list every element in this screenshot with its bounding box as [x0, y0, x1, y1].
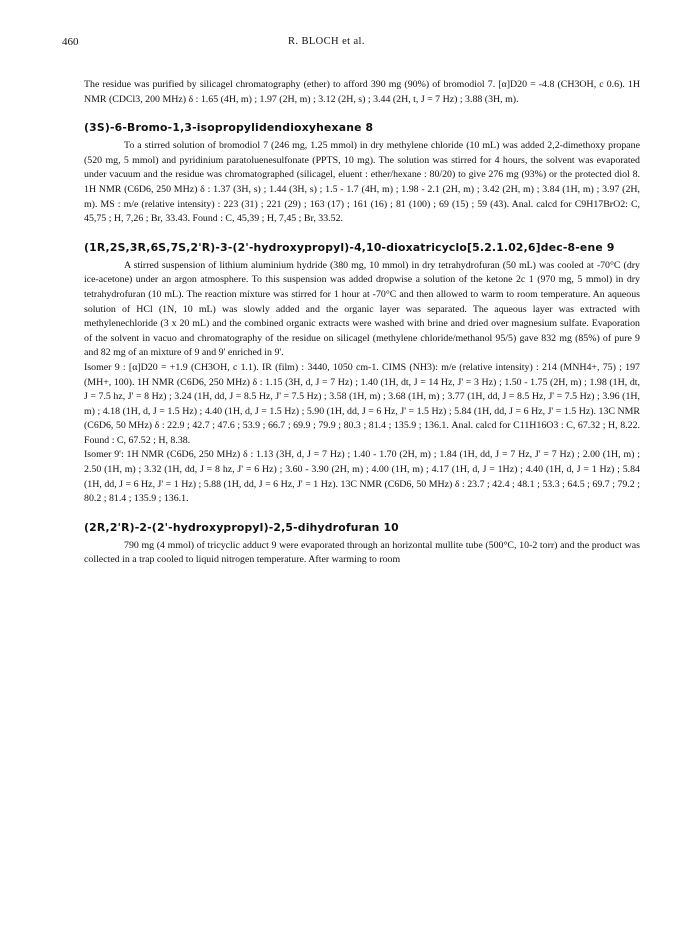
section-heading-compound-8: (3S)-6-Bromo-1,3-isopropylidendioxyhexane 8 — [84, 121, 374, 135]
procedure-paragraph-compound-8: To a stirred solution of bromodiol 7 (246 mg, 1.25 mmol) in dry methylene chloride (10 mL) was added 2,2-dimethoxy propane (520 mg, 5 mmol) and pyridinium paratoluenesulfonate (PPTS, 10 mg). The solution was stirred for 4 hours, the solvent was evaporated under vacuum and the residue was chromatographed (silicagel, eluent : ether/hexane : 80/20) to give 276 mg (93%) or the protected diol 8. 1H NMR (C6D6, 250 MHz) δ : 1.37 (3H, s) ; 1.44 (3H, s) ; 1.5 - 1.7 (4H, m) ; 1.98 - 2.1 (2H, m) ; 3.42 (2H, m) ; 3.84 (1H, m) ; 3.97 (2H, m). MS : m/e (relative intensity) : 223 (31) ; 221 (29) ; 163 (17) ; 161 (16) ; 81 (100) ; 69 (15) ; 59 (43). Anal. calcd for C9H17BrO2: C, 45,75 ; H, 7,26 ; Br, 33.43. Found : C, 45,39 ; H, 7,45 ; Br, 33.52. — [84, 140, 640, 225]
running-head: R. BLOCH et al. — [288, 36, 365, 47]
intro-paragraph: The residue was purified by silicagel chromatography (ether) to afford 390 mg (90%) of bromodiol 7. [α]D20 = -4.8 (CH3OH, c 0.6). 1H NMR (CDCl3, 200 MHz) δ : 1.65 (4H, m) ; 1.97 (2H, m) ; 3.12 (2H, s) ; 3.44 (2H, t, J = 7 Hz) ; 3.88 (3H, m). — [84, 79, 640, 105]
procedure-paragraph-compound-9: A stirred suspension of lithium aluminium hydride (380 mg, 10 mmol) in dry tetrahydrofuran (50 mL) was cooled at -70°C (dry ice-acetone) under an argon atmosphere. To this suspension was added dropwise a solution of the ketone 2c 1 (970 mg, 5 mmol) in dry tetrahydrofuran (10 mL). The reaction mixture was stirred for 1 hour at -70°C and then allowed to warm to room temperature. An aqueous solution of HCl (1N, 10 mL) was slowly added and the organic layer was separated. The aqueous layer was extracted with methylenechloride (3 x 20 mL) and the combined organic extracts were washed with brine and dried over magnesium sulfate. Evaporation of the solvent in vacuo and chromatography of the residue on silicagel (methylene chloride/methanol 95/5) gave 832 mg (85%) of pure 9 and 82 mg of an mixture of 9 and 9' enriched in 9'. — [84, 259, 640, 359]
isomer-9-data: Isomer 9 : [α]D20 = +1.9 (CH3OH, c 1.1). IR (film) : 3440, 1050 cm-1. CIMS (NH3): m/e (relative intensity) : 214 (MNH4+, 75) ; 197 (MH+, 100). 1H NMR (C6D6, 250 MHz) δ : 1.15 (3H, d, J = 7 Hz) ; 1.40 (1H, dt, J = 14 Hz, J' = 3 Hz) ; 1.50 - 1.75 (2H, m) ; 1.98 (1H, dt, J = 7.5 hz, J' = 8 Hz) ; 3.24 (1H, dd, J = 8.5 Hz, J' = 7.5 Hz) ; 3.58 (1H, m) ; 3.68 (1H, m) ; 3.77 (1H, dd, J = 8.5 Hz, J' = 7.5 Hz) ; 3.96 (1H, m) ; 4.18 (1H, d, J = 1.5 Hz) ; 4.40 (1H, d, J = 1.5 Hz) ; 5.90 (1H, dd, J = 6 Hz, J' = 1.5 Hz) ; 5.84 (1H, dd, J = 6 Hz, J' = 1.5 Hz). 13C NMR (C6D6, 50 MHz) δ : 22.9 ; 42.7 ; 47.6 ; 53.9 ; 66.7 ; 69.9 ; 79.9 ; 80.3 ; 81.4 ; 135.9 ; 136.1. Anal. calcd for C11H16O3 : C, 67.32 ; H, 8.22. Found : C, 67.52 ; H, 8.38. — [84, 361, 640, 446]
section-heading-compound-9: (1R,2S,3R,6S,7S,2'R)-3-(2'-hydroxypropyl)-4,10-dioxatricyclo[5.2.1.02,6]dec-8-ene 9 — [84, 240, 615, 254]
section-heading-compound-10: (2R,2'R)-2-(2'-hydroxypropyl)-2,5-dihydrofuran 10 — [84, 520, 399, 534]
page-number: 460 — [62, 36, 79, 48]
procedure-paragraph-compound-10: 790 mg (4 mmol) of tricyclic adduct 9 were evaporated through an horizontal mullite tube (500°C, 10-2 torr) and the product was collected in a trap cooled to liquid nitrogen temperature. After warming to room — [84, 539, 640, 566]
page-body — [84, 78, 640, 568]
isomer-data-block — [84, 361, 640, 507]
isomer-9-prime-data: Isomer 9': 1H NMR (C6D6, 250 MHz) δ : 1.13 (3H, d, J = 7 Hz) ; 1.40 - 1.70 (2H, m) ; 1.84 (1H, dd, J = 7 Hz, J' = 7 Hz) ; 2.00 (1H, m) ; 2.50 (1H, m) ; 3.32 (1H, dd, J = 8 hz, J' = 6 Hz) ; 3.60 - 3.90 (2H, m) ; 4.00 (1H, m) ; 4.17 (1H, d, J = 1Hz) ; 4.40 (1H, d, J = 1 Hz) ; 5.84 (1H, dd, J = 6 Hz, J' = 1 Hz) ; 5.88 (1H, dd, J = 6 Hz, J' = 1 Hz). 13C NMR (C6D6, 50 MHz) δ : 23.7 ; 42.4 ; 48.1 ; 53.3 ; 64.5 ; 69.7 ; 79.2 ; 80.2 ; 81.4 ; 135.9 ; 136.1. — [84, 449, 640, 505]
